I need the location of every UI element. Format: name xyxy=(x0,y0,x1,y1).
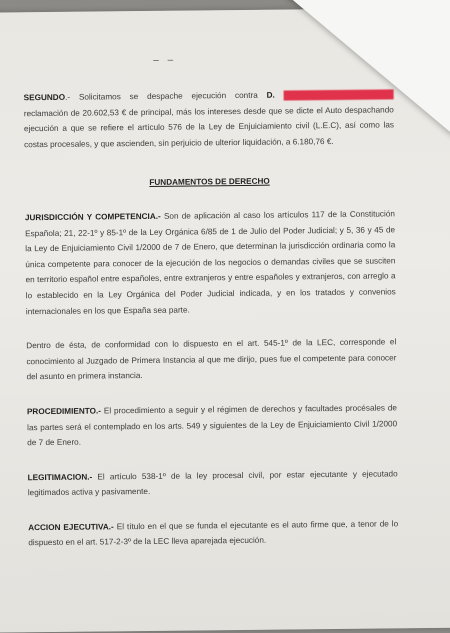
label-procedimiento: PROCEDIMIENTO.- xyxy=(26,406,101,417)
paragraph-accion xyxy=(28,516,398,551)
label-legitimacion: LEGITIMACION.- xyxy=(27,472,93,482)
paragraph-procedimiento xyxy=(27,400,397,451)
document-page xyxy=(0,7,450,632)
procedimiento-text: El procedimiento a seguir y el régimen de derechos y facultades procésales de las partes será el contemplado en los arts. 549 y siguientes de la Ley de Enjuiciamiento Civil 1/2000 de 7 de Enero. xyxy=(27,403,398,448)
document-body xyxy=(24,86,399,562)
paragraph-dentro: Dentro de ésta, de conformidad con lo dispuesto en el art. 545-1º de la LEC, corresponde el conocimiento al Juzgado de Primera Instancia al que me dirijo, pues fue el competente para conocer del asunto en primera instancia. xyxy=(26,337,397,382)
jurisdiccion-text: Son de aplicación al caso los artículos 117 de la Constitución Española; 21, 22-1º y 85-1º de la Ley Orgánica 6/85 de 1 de Julio del Poder Judicial; y 5, 36 y 45 de la Ley de Enjuiciamiento Civil 1/2000 de 7 de Enero, que determinan la jurisdicción ordinaria como la única competente para conocer de la ejecución de los negocios o demandas civiles que se susciten en territorio español entre españoles, entre extranjeros y entre españoles y extranjeros, con arreglo a lo establecido en la Ley Orgánica del Poder Judicial indicada, y en los tratados y convenios internacionales en los que España sea parte. xyxy=(25,209,396,316)
label-segundo: SEGUNDO xyxy=(23,92,66,103)
segundo-amount: 6.180,76 €. xyxy=(292,136,334,147)
segundo-text-1: .- Solicitamos se despache ejecución contra xyxy=(65,90,258,102)
paragraph-segundo xyxy=(24,86,395,152)
redaction-mark xyxy=(284,89,394,100)
label-jurisdiccion: JURISDICCIÓN Y COMPETENCIA.- xyxy=(24,211,161,223)
label-accion: ACCION EJECUTIVA.- xyxy=(28,522,114,533)
segundo-text-2: reclamación de 20.602,53 € de principal, más los intereses desde que se dicte el Auto despachando ejecución a que se refiere el artículo 576 de la Ley de Enjuiciamiento civil (L.E.C), así como las costas procesales, y que ascienden, sin perjuicio de ulterior liquidación, a xyxy=(23,104,395,150)
paragraph-legitimacion xyxy=(28,466,398,501)
page-marker: – – xyxy=(153,54,177,66)
accion-text: El título en el que se funda el ejecutante es el auto firme que, a tenor de lo dispuesto en el art. 517-2-3º de la LEC lleva aparejada ejecución. xyxy=(28,519,399,548)
paragraph-jurisdiccion xyxy=(25,206,396,319)
section-heading: FUNDAMENTOS DE DERECHO xyxy=(149,177,270,188)
legitimacion-text: El artículo 538-1º de la ley procesal civil, por estar ejecutante y ejecutado legitimados activa y pasivamente. xyxy=(27,469,398,498)
name-initial: D. xyxy=(266,90,275,100)
